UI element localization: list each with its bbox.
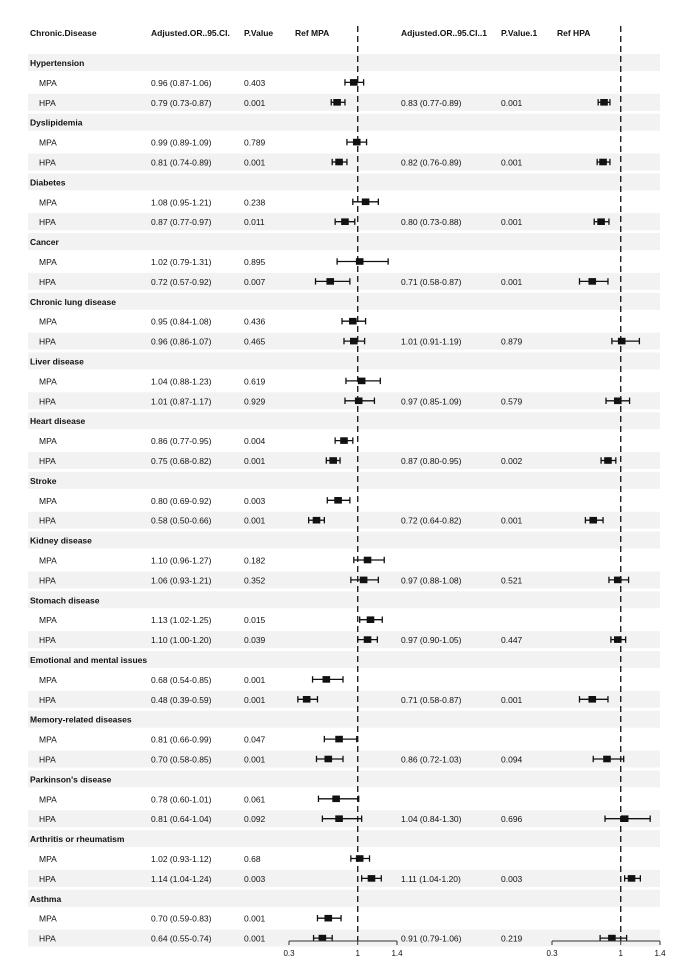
- or-ci-mpa: 1.10 (0.96-1.27): [151, 555, 212, 566]
- or-ci-mpa: 0.48 (0.39-0.59): [151, 694, 212, 705]
- p-value-mpa: 0.789: [244, 137, 266, 148]
- header-or-mpa: Adjusted.OR..95.CI.: [151, 28, 230, 38]
- row-band: [28, 293, 660, 310]
- point-estimate: [362, 199, 370, 206]
- row-label: MPA: [39, 555, 57, 566]
- p-value-mpa: 0.015: [244, 615, 266, 626]
- p-value-mpa: 0.619: [244, 376, 266, 387]
- row-band: [28, 532, 660, 549]
- or-ci-hpa: 1.04 (0.84-1.30): [401, 814, 462, 825]
- row-label: HPA: [39, 276, 56, 287]
- p-value-mpa: 0.001: [244, 456, 266, 466]
- header-p-hpa: P.Value.1: [501, 28, 538, 38]
- or-ci-hpa: 0.80 (0.73-0.88): [401, 217, 462, 228]
- ci-mark-mpa: [360, 616, 383, 623]
- or-ci-hpa: 0.87 (0.80-0.95): [401, 456, 462, 466]
- p-value-mpa: 0.001: [244, 694, 266, 705]
- or-ci-mpa: 0.79 (0.73-0.87): [151, 97, 212, 108]
- or-ci-mpa: 0.58 (0.50-0.66): [151, 515, 212, 526]
- point-estimate: [341, 218, 349, 225]
- or-ci-hpa: 1.01 (0.91-1.19): [401, 336, 462, 347]
- p-value-mpa: 0.003: [244, 495, 266, 506]
- ci-mark-mpa: [317, 915, 341, 922]
- or-ci-hpa: 0.97 (0.85-1.09): [401, 396, 462, 407]
- or-ci-mpa: 1.04 (0.88-1.23): [151, 376, 212, 387]
- tick-label: 1.4: [391, 949, 403, 958]
- or-ci-mpa: 0.81 (0.64-1.04): [151, 814, 212, 825]
- ci-mark-mpa: [345, 79, 364, 86]
- p-value-mpa: 0.436: [244, 316, 266, 327]
- point-estimate: [355, 398, 363, 405]
- row-label: MPA: [39, 197, 57, 208]
- p-value-hpa: 0.579: [501, 396, 523, 407]
- group-label: Stroke: [30, 475, 57, 486]
- p-value-mpa: 0.001: [244, 754, 266, 765]
- p-value-hpa: 0.219: [501, 933, 523, 944]
- header-disease: Chronic.Disease: [30, 28, 97, 38]
- or-ci-mpa: 1.01 (0.87-1.17): [151, 396, 212, 407]
- p-value-mpa: 0.007: [244, 276, 266, 287]
- ci-mark-mpa: [342, 318, 366, 325]
- ci-mark-mpa: [353, 199, 379, 206]
- ci-mark-mpa: [337, 258, 388, 265]
- row-band: [28, 571, 660, 588]
- row-label: HPA: [39, 873, 56, 884]
- tick-label: 1: [618, 949, 623, 958]
- row-label: MPA: [39, 854, 57, 864]
- header-row: [30, 28, 590, 38]
- row-label: HPA: [39, 157, 56, 168]
- group-label: Chronic lung disease: [30, 296, 116, 307]
- group-label: Diabetes: [30, 177, 66, 188]
- p-value-mpa: 0.001: [244, 913, 266, 924]
- row-label: MPA: [39, 376, 57, 387]
- p-value-mpa: 0.895: [244, 257, 266, 267]
- p-value-hpa: 0.447: [501, 635, 523, 646]
- point-estimate: [319, 935, 327, 942]
- or-ci-hpa: 0.71 (0.58-0.87): [401, 276, 462, 287]
- or-ci-mpa: 0.64 (0.55-0.74): [151, 933, 212, 944]
- row-label: HPA: [39, 575, 56, 586]
- or-ci-mpa: 0.87 (0.77-0.97): [151, 217, 212, 228]
- point-estimate: [323, 676, 331, 683]
- p-value-mpa: 0.092: [244, 814, 266, 825]
- row-band: [28, 114, 660, 131]
- tick-label: 1.4: [654, 949, 666, 958]
- row-band: [28, 691, 660, 708]
- row-band: [28, 890, 660, 907]
- point-estimate: [618, 338, 626, 345]
- row-label: HPA: [39, 396, 56, 407]
- point-estimate: [335, 736, 343, 743]
- point-estimate: [364, 557, 372, 564]
- header-or-hpa: Adjusted.OR..95.CI..1: [401, 28, 487, 38]
- or-ci-mpa: 0.81 (0.74-0.89): [151, 157, 212, 168]
- p-value-mpa: 0.001: [244, 515, 266, 526]
- or-ci-hpa: 0.72 (0.64-0.82): [401, 515, 462, 526]
- or-ci-mpa: 0.80 (0.69-0.92): [151, 495, 212, 506]
- group-label: Kidney disease: [30, 535, 92, 546]
- or-ci-hpa: 0.97 (0.88-1.08): [401, 575, 462, 586]
- group-label: Parkinson's disease: [30, 774, 112, 785]
- or-ci-hpa: 1.11 (1.04-1.20): [401, 873, 461, 884]
- point-estimate: [608, 935, 616, 942]
- point-estimate: [588, 696, 596, 703]
- p-value-mpa: 0.003: [244, 873, 266, 884]
- p-value-hpa: 0.094: [501, 754, 523, 765]
- row-label: HPA: [39, 456, 56, 466]
- or-ci-mpa: 0.75 (0.68-0.82): [151, 456, 212, 466]
- or-ci-mpa: 1.02 (0.79-1.31): [151, 257, 212, 267]
- row-label: MPA: [39, 734, 57, 745]
- point-estimate: [368, 875, 376, 882]
- tick-label: 0.3: [283, 949, 295, 958]
- group-label: Arthritis or rheumatism: [30, 834, 125, 845]
- or-ci-mpa: 1.13 (1.02-1.25): [151, 615, 212, 626]
- or-ci-mpa: 0.99 (0.89-1.09): [151, 137, 212, 148]
- row-band: [28, 591, 660, 608]
- or-ci-mpa: 1.06 (0.93-1.21): [151, 575, 212, 586]
- or-ci-mpa: 0.95 (0.84-1.08): [151, 316, 212, 327]
- row-band: [28, 452, 660, 469]
- point-estimate: [303, 696, 311, 703]
- or-ci-hpa: 0.83 (0.77-0.89): [401, 97, 462, 108]
- group-label: Emotional and mental issues: [30, 655, 148, 665]
- row-label: MPA: [39, 913, 57, 924]
- p-value-hpa: 0.001: [501, 217, 523, 228]
- or-ci-mpa: 0.81 (0.66-0.99): [151, 734, 212, 745]
- point-estimate: [364, 636, 372, 643]
- row-label: MPA: [39, 615, 57, 626]
- point-estimate: [603, 756, 611, 763]
- point-estimate: [335, 815, 343, 822]
- row-label: HPA: [39, 933, 56, 944]
- point-estimate: [600, 99, 608, 106]
- group-label: Memory-related diseases: [30, 714, 132, 725]
- or-ci-mpa: 0.96 (0.86-1.07): [151, 336, 212, 347]
- row-band: [28, 751, 660, 768]
- row-band: [28, 392, 660, 409]
- or-ci-hpa: 0.86 (0.72-1.03): [401, 754, 462, 765]
- ci-mark-mpa: [327, 497, 350, 504]
- header-ref-hpa: Ref HPA: [557, 28, 591, 38]
- p-value-mpa: 0.001: [244, 97, 266, 108]
- or-ci-mpa: 0.86 (0.77-0.95): [151, 436, 212, 447]
- row-band: [28, 930, 660, 947]
- ci-mark-mpa: [324, 736, 356, 743]
- tick-label: 0.3: [546, 949, 558, 958]
- row-band: [28, 631, 660, 648]
- row-label: HPA: [39, 694, 56, 705]
- row-band: [28, 870, 660, 887]
- row-band: [28, 770, 660, 787]
- or-ci-mpa: 1.08 (0.95-1.21): [151, 197, 212, 208]
- row-band: [28, 353, 660, 370]
- p-value-mpa: 0.182: [244, 555, 266, 566]
- row-band: [28, 233, 660, 250]
- point-estimate: [324, 756, 332, 763]
- row-label: MPA: [39, 137, 57, 148]
- ci-mark-mpa: [346, 378, 380, 385]
- or-ci-mpa: 0.70 (0.59-0.83): [151, 913, 212, 924]
- group-label: Heart disease: [30, 416, 86, 427]
- row-band: [28, 472, 660, 489]
- p-value-hpa: 0.521: [501, 575, 523, 586]
- point-estimate: [367, 616, 375, 623]
- row-label: MPA: [39, 794, 57, 805]
- row-label: HPA: [39, 814, 56, 825]
- ci-mark-mpa: [335, 437, 353, 444]
- or-ci-mpa: 0.78 (0.60-1.01): [151, 794, 212, 805]
- or-ci-mpa: 0.70 (0.58-0.85): [151, 754, 212, 765]
- p-value-mpa: 0.039: [244, 635, 266, 646]
- row-band: [28, 412, 660, 429]
- or-ci-hpa: 0.91 (0.79-1.06): [401, 933, 462, 944]
- p-value-mpa: 0.061: [244, 794, 266, 805]
- point-estimate: [588, 278, 596, 285]
- row-label: MPA: [39, 495, 57, 506]
- group-label: Stomach disease: [30, 595, 100, 606]
- p-value-hpa: 0.001: [501, 97, 523, 108]
- row-label: MPA: [39, 316, 57, 327]
- p-value-mpa: 0.011: [244, 217, 265, 228]
- point-estimate: [621, 815, 629, 822]
- point-estimate: [349, 318, 357, 325]
- row-label: HPA: [39, 217, 56, 228]
- row-label: HPA: [39, 754, 56, 765]
- header-p-mpa: P.Value: [244, 28, 274, 38]
- point-estimate: [335, 159, 343, 166]
- or-ci-hpa: 0.71 (0.58-0.87): [401, 694, 462, 705]
- group-label: Asthma: [30, 893, 62, 904]
- point-estimate: [324, 915, 332, 922]
- ci-mark-mpa: [318, 796, 358, 803]
- or-ci-mpa: 0.68 (0.54-0.85): [151, 674, 212, 685]
- point-estimate: [360, 577, 368, 584]
- point-estimate: [599, 159, 607, 166]
- p-value-hpa: 0.879: [501, 336, 523, 347]
- p-value-mpa: 0.68: [244, 854, 261, 864]
- p-value-mpa: 0.047: [244, 734, 266, 745]
- or-ci-hpa: 0.82 (0.76-0.89): [401, 157, 462, 168]
- row-band: [28, 512, 660, 529]
- or-ci-mpa: 1.10 (1.00-1.20): [151, 635, 212, 646]
- p-value-mpa: 0.001: [244, 674, 266, 685]
- tick-label: 1: [355, 949, 360, 958]
- point-estimate: [334, 497, 342, 504]
- or-ci-mpa: 0.96 (0.87-1.06): [151, 77, 212, 88]
- row-band: [28, 54, 660, 71]
- row-label: HPA: [39, 97, 56, 108]
- row-label: MPA: [39, 436, 57, 447]
- point-estimate: [356, 258, 364, 265]
- point-estimate: [350, 338, 358, 345]
- p-value-hpa: 0.001: [501, 276, 523, 287]
- point-estimate: [333, 99, 341, 106]
- p-value-mpa: 0.465: [244, 336, 266, 347]
- point-estimate: [628, 875, 636, 882]
- point-estimate: [597, 218, 605, 225]
- point-estimate: [358, 378, 366, 385]
- row-label: HPA: [39, 515, 56, 526]
- p-value-hpa: 0.696: [501, 814, 523, 825]
- p-value-mpa: 0.001: [244, 157, 266, 168]
- point-estimate: [353, 139, 361, 146]
- ci-mark-mpa: [313, 676, 343, 683]
- p-value-mpa: 0.238: [244, 197, 266, 208]
- p-value-hpa: 0.001: [501, 694, 523, 705]
- row-label: HPA: [39, 635, 56, 646]
- row-label: MPA: [39, 77, 57, 88]
- p-value-mpa: 0.352: [244, 575, 266, 586]
- group-label: Dyslipidemia: [30, 117, 83, 128]
- or-ci-mpa: 1.14 (1.04-1.24): [151, 873, 212, 884]
- p-value-hpa: 0.003: [501, 873, 523, 884]
- ci-mark-mpa: [351, 855, 370, 862]
- point-estimate: [329, 457, 337, 464]
- point-estimate: [313, 517, 321, 524]
- group-label: Liver disease: [30, 356, 84, 367]
- point-estimate: [326, 278, 334, 285]
- or-ci-mpa: 1.02 (0.93-1.12): [151, 854, 212, 864]
- or-ci-mpa: 0.72 (0.57-0.92): [151, 276, 212, 287]
- point-estimate: [332, 796, 340, 803]
- header-ref-mpa: Ref MPA: [295, 28, 330, 38]
- point-estimate: [356, 855, 364, 862]
- point-estimate: [340, 437, 348, 444]
- p-value-mpa: 0.929: [244, 396, 266, 407]
- row-label: MPA: [39, 257, 57, 267]
- group-label: Hypertension: [30, 58, 85, 68]
- p-value-hpa: 0.001: [501, 157, 523, 168]
- or-ci-hpa: 0.97 (0.90-1.05): [401, 635, 462, 646]
- point-estimate: [589, 517, 597, 524]
- p-value-mpa: 0.004: [244, 436, 266, 447]
- row-label: MPA: [39, 674, 57, 685]
- row-band: [28, 173, 660, 190]
- point-estimate: [350, 79, 358, 86]
- group-label: Cancer: [30, 237, 59, 248]
- ci-mark-mpa: [347, 139, 367, 146]
- p-value-hpa: 0.001: [501, 515, 523, 526]
- row-label: HPA: [39, 336, 56, 347]
- p-value-mpa: 0.403: [244, 77, 266, 88]
- p-value-hpa: 0.002: [501, 456, 523, 466]
- p-value-mpa: 0.001: [244, 933, 266, 944]
- point-estimate: [604, 457, 612, 464]
